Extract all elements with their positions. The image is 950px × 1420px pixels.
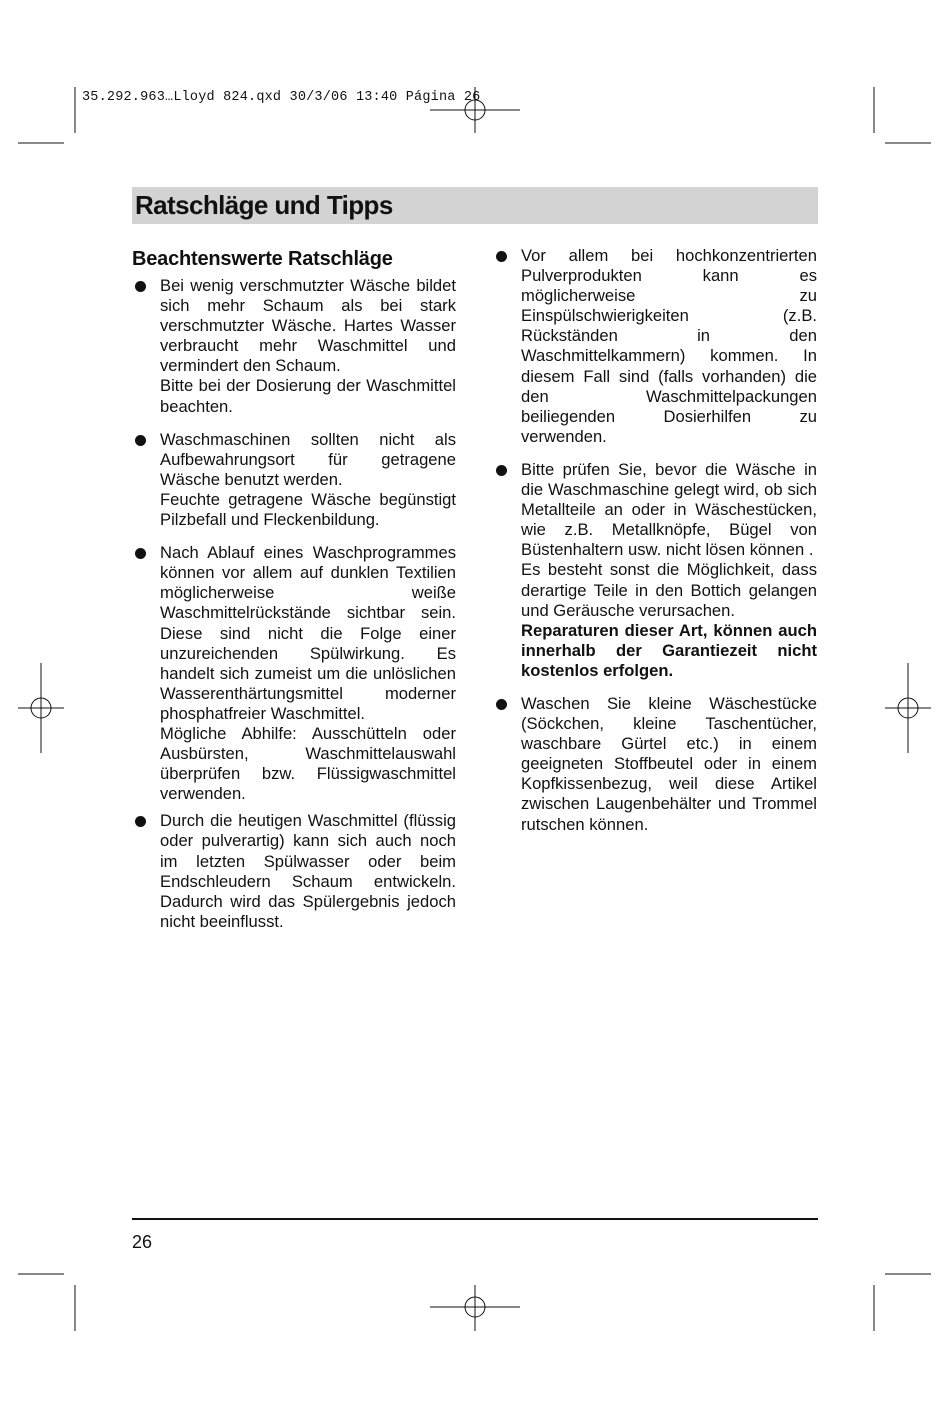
tip-paragraph: Mögliche Abhilfe: Ausschütteln oder Ausbürsten, Waschmittelauswahl überprüfen bzw. Flüssigwaschmittel verwenden. bbox=[160, 723, 456, 804]
tip-item bbox=[132, 811, 456, 932]
tip-paragraph: Vor allem bei hochkonzentrierten Pulverprodukten kann es möglicherweise zu Einspülschwierigkeiten (z.B. Rückständen in den Waschmittelkammern) kommen. In diesem Fall sind (falls vorhanden) die den Waschmittelpackungen beiliegenden Dosierhilfen zu verwenden. bbox=[521, 246, 817, 446]
tip-item bbox=[493, 246, 817, 447]
page-number: 26 bbox=[132, 1232, 153, 1252]
tip-item bbox=[493, 694, 817, 835]
warning-paragraph: Reparaturen dieser Art, können auch innerhalb der Garantiezeit nicht kostenlos erfolgen. bbox=[521, 620, 817, 680]
bullet-icon bbox=[135, 435, 146, 446]
tip-paragraph: Nach Ablauf eines Waschprogrammes können vor allem auf dunklen Textilien möglicherweise weiße Waschmittelrückstände sichtbar sein. Diese sind nicht die Folge einer unzureichenden Spülwirkung. Es handelt sich zumeist um die unlöslichen Wasserenthärtungsmittel moderner phosphatfreier Waschmittel. bbox=[160, 543, 456, 723]
section-subtitle: Beachtenswerte Ratschläge bbox=[132, 248, 393, 270]
right-column bbox=[493, 246, 817, 848]
page-title: Ratschläge und Tipps bbox=[135, 190, 393, 220]
bullet-icon bbox=[135, 281, 146, 292]
registration-mark-bottom-icon bbox=[430, 1285, 520, 1331]
tip-paragraph: Bitte prüfen Sie, bevor die Wäsche in die Waschmaschine gelegt wird, ob sich Metallteile an oder in Wäschestücken, wie z.B. Metallknöpfe, Bügel von Büstenhaltern usw. nicht lösen können . bbox=[521, 459, 817, 560]
footer-rule bbox=[132, 1218, 818, 1220]
tip-paragraph: Bei wenig verschmutzter Wäsche bildet sich mehr Schaum als bei stark verschmutzter Wäsche. Hartes Wasser verbraucht mehr Waschmittel und vermindert den Schaum. bbox=[160, 276, 456, 376]
tip-item bbox=[132, 543, 456, 804]
print-slug-line: 35.292.963…Lloyd 824.qxd 30/3/06 13:40 Página 26 bbox=[82, 90, 481, 105]
registration-mark-left-icon bbox=[18, 663, 64, 753]
tip-item bbox=[132, 430, 456, 530]
tip-paragraph: Bitte bei der Dosierung der Waschmittel beachten. bbox=[160, 376, 456, 416]
section-title-bar bbox=[132, 187, 818, 224]
tip-paragraph: Es besteht sonst die Möglichkeit, dass derartige Teile in den Bottich gelangen und Geräusche verursachen. bbox=[521, 560, 817, 620]
bullet-icon bbox=[496, 251, 507, 262]
tip-paragraph: Waschmaschinen sollten nicht als Aufbewahrungsort für getragene Wäsche benutzt werden. bbox=[160, 429, 456, 489]
bullet-icon bbox=[135, 816, 146, 827]
tip-paragraph: Durch die heutigen Waschmittel (flüssig oder pulverartig) kann sich auch noch im letzten Spülwasser oder beim Endschleudern Schaum entwickeln. Dadurch wird das Spülergebnis jedoch nicht beeinflusst. bbox=[160, 811, 456, 931]
left-column bbox=[132, 246, 456, 945]
tip-paragraph: Waschen Sie kleine Wäschestücke (Söckchen, kleine Taschentücher, waschbare Gürtel etc.) in einem geeigneten Stoffbeutel oder in einem Kopfkissenbezug, weil diese Artikel zwischen Laugenbehälter und Trommel rutschen können. bbox=[521, 693, 817, 834]
left-tip-list bbox=[132, 276, 456, 932]
bullet-icon bbox=[496, 465, 507, 476]
tip-item bbox=[132, 276, 456, 417]
tip-paragraph: Feuchte getragene Wäsche begünstigt Pilzbefall und Fleckenbildung. bbox=[160, 489, 456, 530]
registration-mark-right-icon bbox=[885, 663, 931, 753]
bullet-icon bbox=[135, 548, 146, 559]
right-tip-list bbox=[493, 246, 817, 835]
bullet-icon bbox=[496, 699, 507, 710]
tip-item bbox=[493, 460, 817, 681]
